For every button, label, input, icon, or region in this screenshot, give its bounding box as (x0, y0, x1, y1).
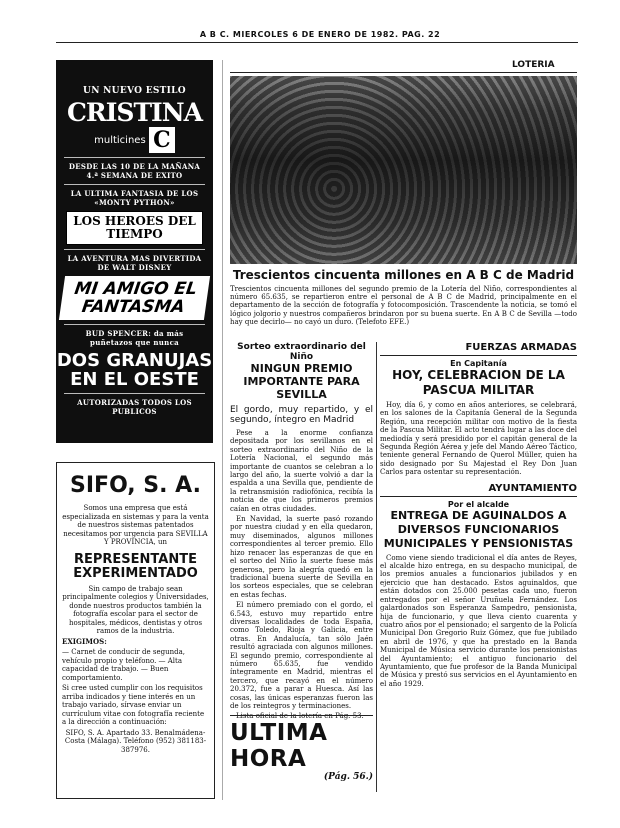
divider (64, 157, 205, 158)
story-sorteo (230, 342, 373, 723)
ultima-hora-box (230, 715, 373, 782)
film-title-1: LOS HEROES DEL TIEMPO (66, 211, 203, 245)
divider (64, 249, 205, 250)
divider (64, 393, 205, 394)
story-paragraph: Pese a la enorme confianza depositada por los sevillanos en el sorteo extraordinario del Niño de la Lotería Nacional, el segundo más importante de cuantos se celebran a lo largo del año, la suerte volvió a dar la espalda a una Sevilla que, pendiente de la retransmisión radiofónica, recibía la noticia de que los primeros premios caían en otras ciudades. (230, 429, 373, 513)
photo-headline: Trescientos cincuenta millones en A B C de Madrid (232, 268, 575, 282)
column-rule (376, 342, 377, 792)
sifo-req-title: EXIGIMOS: (62, 636, 107, 646)
ad-rating: AUTORIZADAS TODOS LOS PUBLICOS (77, 398, 192, 416)
header-rule (56, 42, 578, 43)
story-body: Como viene siendo tradicional el día antes de Reyes, el alcalde hizo entrega, en su despacho municipal, de los premios anuales a funcionarios jubilados y en ejercicio que han destacado. Estos aguinaldos, que están dotados con 25.000 pesetas cada uno, fueron entregados por el señor Uruñuela Fernández. Los galardonados son Esperanza Sampedro, pensionista, hija de funcionario, y que lleva ciento cuarenta y cuatro años por el pensionado; el sargento de la Policía Municipal Don Gregorio Ruiz Gómez, que fue jubilado en abril de 1976, y que ha prestado en la Banda Municipal de Música servicio durante los pensionistas del Ayuntamiento; el antiguo funcionario del Ayuntamiento, que fue profesor de la Banda Municipal de Música y prestó sus servicios en el Ayuntamiento en el año 1929. (380, 553, 577, 688)
sifo-address: SIFO, S. A. Apartado 33. Benalmádena-Costa (Málaga). Teléfono (952) 381183-387976. (64, 728, 207, 754)
sifo-title: SIFO, S. A. (70, 473, 201, 498)
divider (64, 324, 205, 325)
story-kicker: En Capitanía (450, 359, 507, 368)
film-title-3: DOS GRANUJAS EN EL OESTE (56, 350, 213, 390)
ultima-title: ULTIMA HORA (230, 720, 328, 772)
ad-fantasy: LA ULTIMA FANTASIA DE LOS «MONTY PYTHON» (70, 189, 199, 207)
sifo-offer: Si cree usted cumplir con los requisitos arriba indicados y tiene interés en un trabajo variado, sírvase enviar un currículum vitae con fotografía reciente a la dirección a continuación: (62, 684, 205, 726)
story-paragraph: El número premiado con el gordo, el 6.543, estuvo muy repartido entre diversas localidades de toda España, como Toledo, Rioja y Galicia, entre otras. En Andalucía, tan sólo Jaén resultó agraciada con algunos millones. El segundo premio, correspondiente al número 65.635, fue vendido íntegramente en Madrid, mientras el tercero, que recayó en el número 20.372, fue a parar a Huesca. Así las cosas, las únicas esperanzas fueron las de los reintegros y terminaciones. (230, 601, 373, 710)
story-headline: ENTREGA DE AGUINALDOS A DIVERSOS FUNCIONARIOS MUNICIPALES Y PENSIONISTAS (383, 508, 574, 550)
story-kicker: Por el alcalde (447, 499, 510, 509)
story-headline: HOY, CELEBRACION DE LA PASCUA MILITAR (392, 368, 565, 397)
divider (64, 184, 205, 185)
ad-spencer: BUD SPENCER: da más puñetazos que nunca (85, 329, 184, 347)
sifo-body: Sin campo de trabajo sean principalmente colegios y Universidades, donde nuestros productos también la fotografía escolar para el sector de hospitales, médicos, dentistas y otros ramos de la industria. (62, 584, 209, 635)
cinema-ad (56, 60, 213, 443)
ad-week: 4.ª SEMANA DE EXITO (86, 171, 183, 180)
ad-brand: CRISTINA (67, 98, 202, 127)
ad-since: DESDE LAS 10 DE LA MAÑANA (68, 162, 201, 171)
story-subhead: El gordo, muy repartido, y el segundo, íntegro en Madrid (230, 405, 373, 425)
section-rule (230, 72, 577, 73)
story-kicker: Sorteo extraordinario del Niño (237, 342, 366, 362)
sifo-intro: Somos una empresa que está especializada en sistemas y para la venta de nuestros sistemas patentados necesitamos por urgencia para SEVILLA Y PROVINCIA, un (62, 504, 209, 546)
section-fuerzas: FUERZAS ARMADAS (380, 342, 577, 356)
story-paragraph: En Navidad, la suerte pasó rozando por nuestra ciudad y en ella quedaron, muy diseminados, algunos millones correspondientes al tercer premio. Ello hizo renacer las esperanzas de que en el sorteo del Niño la suerte fuese más generosa, pero la alegría quedó en la tradicional buena suerte de Sevilla en los sorteos especiales, que se celebran en estas fechas. (230, 515, 373, 599)
column-rule (222, 60, 223, 800)
story-body: Hoy, día 6, y como en años anteriores, se celebrará, en los salones de la Capitanía General de la Segunda Región, una recepción militar con motivo de la fiesta de la Pascua Militar. El acto tendrá lugar a las doce del mediodía y será presidido por el capitán general de la Segunda Región Aérea y jefe del Mando Aéreo Táctico, teniente general Fernando de Querol Müller, quien ha sido designado por Su Majestad el Rey Don Juan Carlos para ostentar su representación. (380, 401, 577, 477)
cristina-logo: C (149, 127, 175, 153)
photo-crowd (230, 76, 577, 264)
story-note: Lista oficial de la lotería en Pág. 53. (236, 712, 364, 721)
sifo-role: REPRESENTANTE EXPERIMENTADO (73, 551, 198, 581)
section-ayuntamiento: AYUNTAMIENTO (380, 483, 577, 497)
sifo-ad (56, 462, 215, 799)
ad-brand-sub (56, 127, 213, 153)
story-headline: NINGUN PREMIO IMPORTANTE PARA SEVILLA (243, 362, 360, 401)
ad-tagline: UN NUEVO ESTILO (83, 86, 186, 96)
section-tag: LOTERIA (512, 60, 555, 70)
page-header: A B C. MIERCOLES 6 DE ENERO DE 1982. PAG. 22 (199, 30, 441, 39)
ad-brand-row (56, 98, 213, 127)
lottery-photo (230, 76, 577, 264)
sifo-req: — Carnet de conducir de segunda, vehículo propio y teléfono. — Alta capacidad de trabajo. — Buen comportamiento. (62, 648, 185, 682)
photo-caption: Trescientos cincuenta millones del segundo premio de la Lotería del Niño, correspondientes al número 65.635, se repartieron entre el personal de A B C de Madrid, principalmente en el departamento de la sección de fotografía y fotocomposición. Trascendente la noticia, se tomó el lógico jolgorio y nuestros compañeros brindaron por su buena suerte. En A B C de Sevilla —todo hay que decirlo— no cayó un duro. (Telefoto EFE.) (230, 285, 577, 326)
right-column (380, 342, 577, 690)
ad-brand-sub-text: multicines (94, 135, 146, 146)
ultima-page: (Pág. 56.) (323, 772, 373, 782)
ad-disney: LA AVENTURA MAS DIVERTIDA DE WALT DISNEY (67, 254, 202, 272)
film-title-2: MI AMIGO EL FANTASMA (59, 276, 210, 320)
